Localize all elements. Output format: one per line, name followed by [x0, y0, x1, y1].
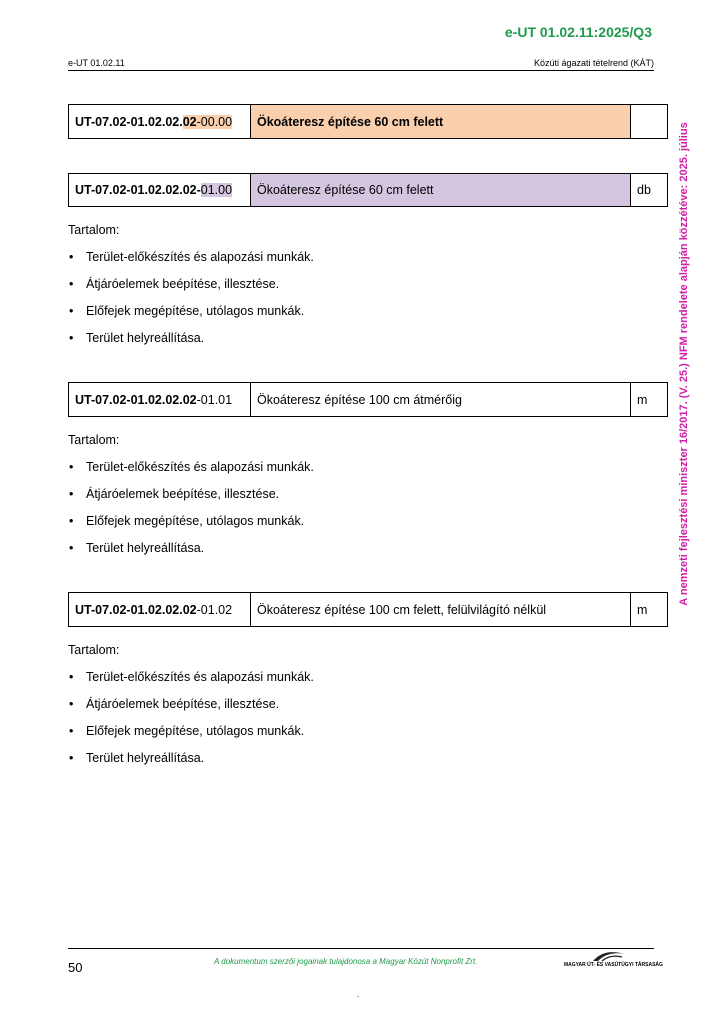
item-code — [69, 383, 251, 416]
code-part-a: UT-07.02-01.02.02.02 — [75, 392, 197, 407]
list-item: • Előfejek megépítése, utólagos munkák. — [68, 721, 668, 748]
code-part-a: UT-07.02-01.02.02. — [75, 114, 183, 129]
list-item: • Előfejek megépítése, utólagos munkák. — [68, 511, 668, 538]
code-part-a: UT-07.02-01.02.02.02- — [75, 183, 201, 197]
list-item: • Átjáróelemek beépítése, illesztése. — [68, 694, 668, 721]
page-header — [68, 58, 654, 71]
item-row-2 — [68, 173, 668, 207]
contents-block-1 — [68, 220, 668, 355]
side-note-text: A nemzeti fejlesztési miniszter 16/2017. (V. 25.) NFM rendelete alapján közzétéve: 2025. július — [678, 122, 690, 606]
list-item: • Terület-előkészítés és alapozási munkák. — [68, 247, 668, 274]
contents-list — [68, 457, 668, 565]
header-left: e-UT 01.02.11 — [68, 58, 125, 68]
document-id: e-UT 01.02.11:2025/Q3 — [504, 24, 652, 40]
item-code — [69, 174, 251, 206]
item-code — [69, 593, 251, 626]
list-item: • Terület helyreállítása. — [68, 748, 668, 775]
header-right: Közúti ágazati tételrend (KÁT) — [533, 58, 654, 68]
contents-block-3 — [68, 640, 668, 775]
contents-block-2 — [68, 430, 668, 565]
footer-divider — [68, 948, 654, 949]
item-row-3 — [68, 382, 668, 417]
contents-label: Tartalom: — [68, 223, 120, 237]
item-row-1 — [68, 104, 668, 139]
code-part-b: -01.01 — [196, 392, 233, 407]
item-unit — [631, 105, 667, 138]
code-part-c: -00.00 — [196, 114, 233, 129]
item-title: Ökoáteresz építése 100 cm átmérőig — [251, 383, 631, 416]
page-number: 50 — [68, 960, 83, 975]
item-row-4 — [68, 592, 668, 627]
contents-list — [68, 247, 668, 355]
item-title: Ökoáteresz építése 100 cm felett, felülvilágító nélkül — [251, 593, 631, 626]
list-item: • Előfejek megépítése, utólagos munkák. — [68, 301, 668, 328]
item-unit: m — [637, 392, 648, 407]
contents-label: Tartalom: — [68, 433, 120, 447]
code-part-a: UT-07.02-01.02.02.02 — [75, 602, 197, 617]
list-item: • Átjáróelemek beépítése, illesztése. — [68, 484, 668, 511]
item-unit: db — [637, 183, 651, 197]
list-item: • Terület-előkészítés és alapozási munkák. — [68, 667, 668, 694]
company-logo — [564, 950, 663, 972]
item-title: Ökoáteresz építése 60 cm felett — [251, 174, 631, 206]
list-item: • Terület helyreállítása. — [68, 328, 668, 355]
code-part-b: 01.00 — [200, 183, 233, 197]
stray-mark — [357, 996, 359, 997]
code-part-b: 02 — [182, 114, 197, 129]
logo-text: MAGYAR ÚT- ÉS VASÚTÜGYI TÁRSASÁG — [564, 962, 663, 968]
item-code — [69, 105, 251, 138]
item-title — [251, 105, 631, 138]
side-note — [676, 96, 692, 632]
contents-label: Tartalom: — [68, 643, 120, 657]
copyright-note: A dokumentum szerzői jogainak tulajdonosa a Magyar Közút Nonprofit Zrt. — [214, 957, 478, 966]
item-unit: m — [637, 602, 648, 617]
list-item: • Terület-előkészítés és alapozási munkák. — [68, 457, 668, 484]
item-title-text: Ökoáteresz építése 60 cm felett — [257, 114, 444, 129]
logo-swoosh-icon — [592, 950, 626, 962]
contents-list — [68, 667, 668, 775]
list-item: • Átjáróelemek beépítése, illesztése. — [68, 274, 668, 301]
list-item: • Terület helyreállítása. — [68, 538, 668, 565]
code-part-b: -01.02 — [196, 602, 233, 617]
